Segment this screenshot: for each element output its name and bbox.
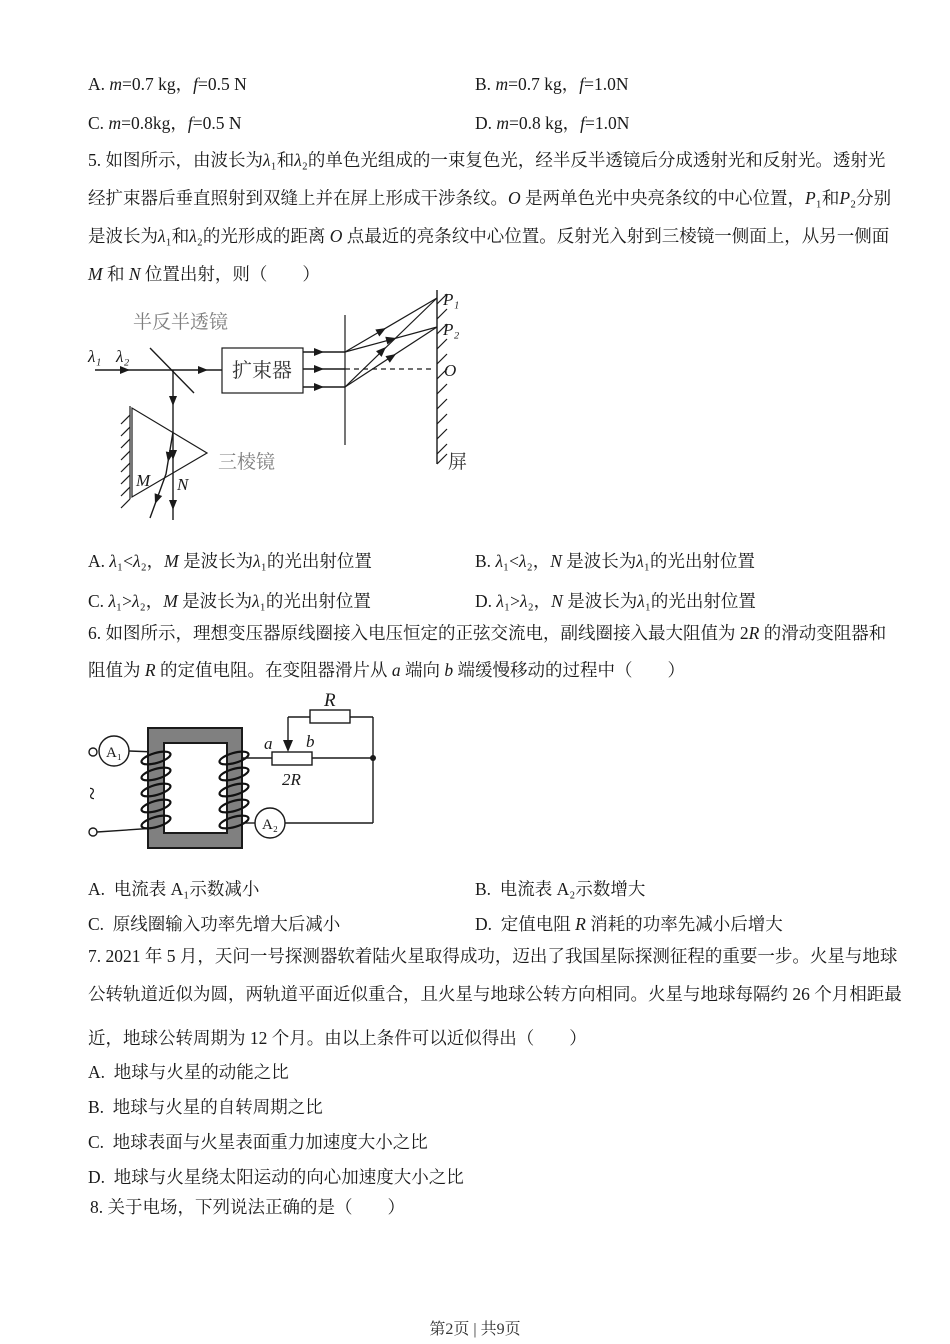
q6-option-b: B. 电流表 A₂示数增大 bbox=[475, 879, 646, 899]
q7-line-3: 近，地球公转周期为 12 个月。由以上条件可以近似得出（ ） bbox=[88, 1028, 587, 1048]
q6-option-a: A. 电流表 A₁示数减小 bbox=[88, 879, 260, 899]
q7-option-d: D. 地球与火星绕太阳运动的向心加速度大小之比 bbox=[88, 1167, 464, 1187]
resistor-r-box bbox=[310, 710, 350, 723]
interference-rays bbox=[345, 298, 437, 387]
m-label: M bbox=[136, 471, 151, 490]
q5-option-b: B. λ₁<λ₂，N 是波长为λ₁的光出射位置 bbox=[475, 551, 755, 571]
ray-bottom-arrow bbox=[314, 383, 324, 391]
rheostat-2r-label: 2R bbox=[282, 770, 301, 789]
n-label: N bbox=[177, 475, 189, 494]
q5-line-1: 5. 如图所示，由波长为λ₁和λ₂的单色光组成的一束复色光，经半反半透镜后分成透射光和反射光。透射光 bbox=[88, 150, 886, 170]
prev-option-c: C. m=0.8kg，f=0.5 N bbox=[88, 113, 242, 133]
slider-arrow bbox=[283, 740, 293, 752]
q6-line-1: 6. 如图所示，理想变压器原线圈接入电压恒定的正弦交流电，副线圈接入最大阻值为 2R 的滑动变阻器和 bbox=[88, 623, 887, 643]
q7-option-b: B. 地球与火星的自转周期之比 bbox=[88, 1097, 323, 1117]
prism-exit-rays bbox=[150, 432, 177, 520]
q5-line-2: 经扩束器后垂直照射到双缝上并在屏上形成干涉条纹。O 是两单色光中央亮条纹的中心位置，P₁和P₂分别 bbox=[88, 188, 892, 208]
prev-option-a: A. m=0.7 kg，f=0.5 N bbox=[88, 74, 247, 94]
q6-line-2: 阻值为 R 的定值电阻。在变阻器滑片从 a 端向 b 端缓慢移动的过程中（ ） bbox=[88, 660, 685, 680]
q5-option-d: D. λ₁>λ₂，N 是波长为λ₁的光出射位置 bbox=[475, 591, 756, 611]
q5-option-a: A. λ₁<λ₂，M 是波长为λ₁的光出射位置 bbox=[88, 551, 372, 571]
transformer-core-window bbox=[164, 743, 227, 833]
incident-ray-arrow bbox=[120, 366, 130, 374]
ammeter-a1-label: A₁ bbox=[105, 745, 123, 761]
q7-line-2: 公转轨道近似为圆，两轨道平面近似重合，且火星与地球公转方向相同。火星与地球每隔约 26 个月相距最 bbox=[88, 984, 902, 1004]
q8-line: 8. 关于电场，下列说法正确的是（ ） bbox=[90, 1197, 405, 1217]
q5-line-4: M 和 N 位置出射，则（ ） bbox=[88, 264, 320, 284]
ray-mid-arrow bbox=[314, 365, 324, 373]
q6-option-d: D. 定值电阻 R 消耗的功率先减小后增大 bbox=[475, 914, 783, 934]
p2-label: P₂ bbox=[443, 320, 460, 339]
q7-line-1: 7. 2021 年 5 月，天问一号探测器软着陆火星取得成功，迈出了我国星际探测征程的重要一步。火星与地球 bbox=[88, 946, 898, 966]
prev-option-b: B. m=0.7 kg，f=1.0N bbox=[475, 74, 629, 94]
beam-expander-label: 扩束器 bbox=[232, 360, 292, 382]
rheostat-box bbox=[272, 752, 312, 765]
q6-circuit-figure bbox=[78, 690, 390, 865]
ammeter-a2-label: A₂ bbox=[261, 817, 279, 833]
q5-option-c: C. λ₁>λ₂，M 是波长为λ₁的光出射位置 bbox=[88, 591, 371, 611]
ac-source-symbol: ~ bbox=[78, 787, 104, 800]
prism-wall bbox=[121, 406, 130, 508]
ray-top-arrow bbox=[314, 348, 324, 356]
q7-option-a: A. 地球与火星的动能之比 bbox=[88, 1062, 289, 1082]
resistor-r-label: R bbox=[324, 690, 336, 711]
rheostat-b-label: b bbox=[306, 732, 315, 751]
q5-optics-figure bbox=[80, 288, 480, 536]
reflected-ray-arrow bbox=[169, 396, 177, 406]
p1-label: P₁ bbox=[443, 290, 460, 309]
q6-option-c: C. 原线圈输入功率先增大后减小 bbox=[88, 914, 341, 934]
prev-option-d: D. m=0.8 kg，f=1.0N bbox=[475, 113, 630, 133]
lambda2-label: λ₂ bbox=[116, 347, 130, 366]
o-label: O bbox=[444, 361, 457, 380]
screen-label: 屏 bbox=[448, 452, 468, 473]
rheostat-a-label: a bbox=[264, 734, 273, 753]
q7-option-c: C. 地球表面与火星表面重力加速度大小之比 bbox=[88, 1132, 428, 1152]
page-footer: 第2页 | 共9页 bbox=[429, 1321, 521, 1338]
terminal-top bbox=[89, 748, 97, 756]
prism-label: 三棱镜 bbox=[218, 452, 276, 473]
terminal-bottom bbox=[89, 828, 97, 836]
lambda1-label: λ₁ bbox=[88, 347, 102, 366]
transmitted-ray-arrow bbox=[198, 366, 208, 374]
q5-line-3: 是波长为λ₁和λ₂的光形成的距离 O 点最近的亮条纹中心位置。反射光入射到三棱镜一侧面上，从另一侧面 bbox=[88, 226, 890, 246]
half-mirror-label: 半反半透镜 bbox=[133, 312, 229, 333]
